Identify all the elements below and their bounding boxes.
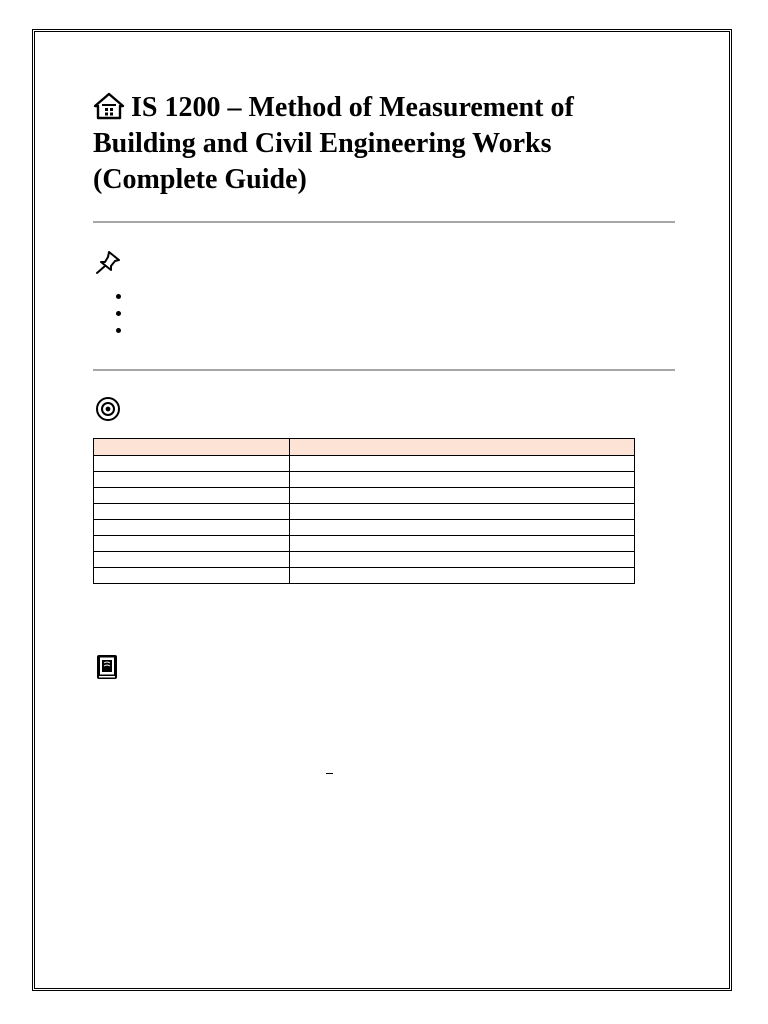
table-cell [290,536,635,552]
table-cell [94,568,290,584]
data-table [93,438,635,584]
list-item [116,328,121,333]
table-cell [94,504,290,520]
table-cell [290,488,635,504]
page-title [93,90,653,198]
table-cell [94,552,290,568]
table-cell [94,536,290,552]
table-cell [290,504,635,520]
table-cell [290,552,635,568]
house-icon [93,92,125,120]
pushpin-icon [94,249,122,275]
table-row [94,568,635,584]
table-row [94,488,635,504]
table-row [94,536,635,552]
target-icon [95,396,121,422]
divider-2 [93,369,675,371]
table-header-cell [94,439,290,456]
table-cell [94,520,290,536]
table-header-cell [290,439,635,456]
bullet-list [116,294,121,345]
title-text: IS 1200 – Method of Measurement of Building and Civil Engineering Works (Complete Guide) [93,92,574,195]
table-cell [94,472,290,488]
table-cell [94,456,290,472]
table-row [94,456,635,472]
table-cell [290,520,635,536]
table-cell [290,568,635,584]
dash-mark [326,773,333,774]
table-row [94,520,635,536]
table-row [94,504,635,520]
table-cell [290,472,635,488]
table-cell [290,456,635,472]
list-item [116,311,121,316]
table-row [94,552,635,568]
divider-1 [93,221,675,223]
book-icon [95,654,119,680]
list-item [116,294,121,299]
table-row [94,472,635,488]
table-header-row [94,439,635,456]
table-cell [94,488,290,504]
